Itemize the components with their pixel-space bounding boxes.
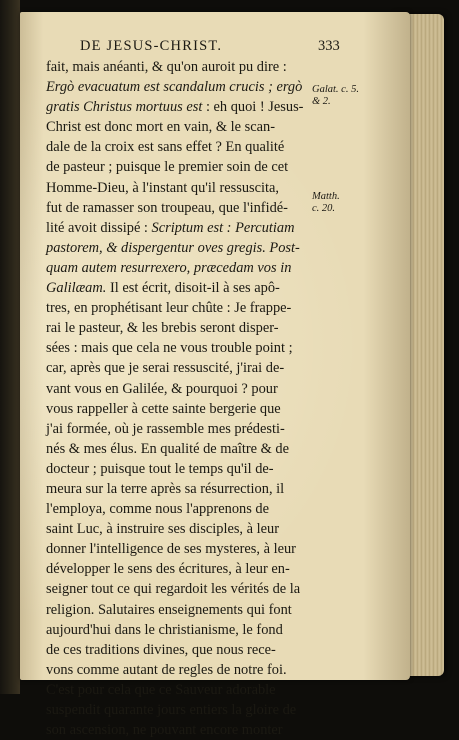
text-line — [46, 318, 318, 338]
text-line — [46, 137, 318, 157]
text-line — [46, 57, 318, 77]
roman-run: aujourd'hui dans le christianisme, le fond — [46, 621, 283, 638]
text-line — [46, 238, 318, 258]
roman-run: meura sur la terre après sa résurrection, il — [46, 480, 285, 497]
roman-run: lité avoit dissipé : — [46, 219, 152, 236]
text-line — [46, 419, 318, 439]
text-line — [46, 519, 318, 539]
roman-run: vous rappeller à cette sainte bergerie que — [46, 400, 281, 417]
roman-run: saint Luc, à instruire ses disciples, à leur — [46, 521, 279, 538]
text-line — [46, 499, 318, 519]
text-line — [46, 157, 318, 177]
text-line — [46, 258, 318, 278]
roman-run: Il est écrit, disoit-il à ses apô- — [106, 280, 280, 297]
roman-run: fait, mais anéanti, & qu'on auroit pu dire : — [46, 59, 287, 75]
italic-run: pastorem, & dispergentur oves gregis. Post- — [46, 239, 300, 256]
roman-run: Homme-Dieu, à l'instant qu'il ressuscita, — [46, 179, 279, 196]
facing-page-edge — [0, 0, 20, 694]
text-line — [46, 439, 318, 459]
roman-run: nés & mes élus. En qualité de maître & de — [46, 440, 289, 457]
body-text — [46, 57, 318, 740]
italic-run: Ergò evacuatum est scandalum crucis ; ergò — [46, 79, 303, 96]
roman-run: l'employa, comme nous l'apprenons de — [46, 501, 269, 518]
text-line — [46, 298, 318, 318]
text-line — [46, 77, 318, 97]
roman-run: j'ai formée, où je rassemble mes prédesti- — [46, 420, 285, 437]
text-line — [46, 97, 318, 117]
roman-run: dale de la croix est sans effet ? En qualité — [46, 139, 285, 156]
roman-run: seigner tout ce qui regardoit les vérités de la — [46, 581, 301, 598]
text-line — [46, 178, 318, 198]
roman-run: son ascension, ne pouvant encore monter — [46, 722, 283, 739]
roman-run: sées : mais que cela ne vous trouble point ; — [46, 340, 293, 357]
italic-run: quam autem resurrexero, præcedam vos in — [46, 259, 292, 276]
roman-run: tres, en prophétisant leur chûte : Je frappe- — [46, 300, 292, 317]
text-line — [46, 218, 318, 238]
italic-run: Scriptum est : Percutiam — [151, 219, 295, 236]
text-line — [46, 720, 318, 740]
text-line — [46, 379, 318, 399]
margin-note-line: c. 20. — [312, 203, 336, 214]
text-line — [46, 338, 318, 358]
text-line — [46, 579, 318, 599]
text-line — [46, 640, 318, 660]
roman-run: fut de ramasser son troupeau, que l'infidé- — [46, 199, 288, 216]
text-line — [46, 278, 318, 298]
roman-run: car, après que je serai ressuscité, j'irai de- — [46, 360, 285, 377]
running-head: DE JESUS-CHRIST. — [80, 38, 223, 54]
margin-note-line: & 2. — [312, 96, 331, 107]
roman-run: suspendit quarante jours entiers la gloire de — [46, 702, 297, 718]
text-line — [46, 399, 318, 419]
roman-run: donner l'intelligence de ses mysteres, à leur — [46, 541, 296, 558]
margin-note-line: Galat. c. 5. — [312, 84, 359, 95]
margin-note-line: Matth. — [312, 191, 340, 202]
roman-run: de ces traditions divines, que nous rece- — [46, 641, 276, 658]
roman-run: Christ est donc mort en vain, & le scan- — [46, 119, 275, 136]
text-line — [46, 620, 318, 640]
italic-run: Galilæam. — [46, 280, 107, 297]
text-line — [46, 479, 318, 499]
roman-run: religion. Salutaires enseignements qui font — [46, 601, 292, 618]
margin-note-galat — [312, 84, 359, 108]
roman-run: vant vous en Galilée, & pourquoi ? pour — [46, 380, 278, 397]
text-line — [46, 539, 318, 559]
roman-run: rai le pasteur, & les brebis seront disper- — [46, 320, 279, 337]
roman-run: C'est pour cela que ce Sauveur adorable — [46, 681, 276, 698]
text-line — [46, 600, 318, 620]
italic-run: gratis Christus mortuus est — [46, 99, 203, 116]
text-line — [46, 559, 318, 579]
text-line — [46, 358, 318, 378]
roman-run: vons comme autant de regles de notre foi. — [46, 661, 287, 678]
text-line — [46, 117, 318, 137]
text-line — [46, 660, 318, 680]
text-line — [46, 680, 318, 700]
roman-run: de pasteur ; puisque le premier soin de cet — [46, 159, 289, 176]
text-line — [46, 198, 318, 218]
page-number: 333 — [318, 38, 340, 54]
text-line — [46, 700, 318, 720]
roman-run: docteur ; puisque tout le temps qu'il de- — [46, 460, 274, 477]
roman-run: développer le sens des écritures, à leur en- — [46, 561, 290, 578]
text-line — [46, 459, 318, 479]
roman-run: : eh quoi ! Jesus- — [202, 99, 304, 116]
